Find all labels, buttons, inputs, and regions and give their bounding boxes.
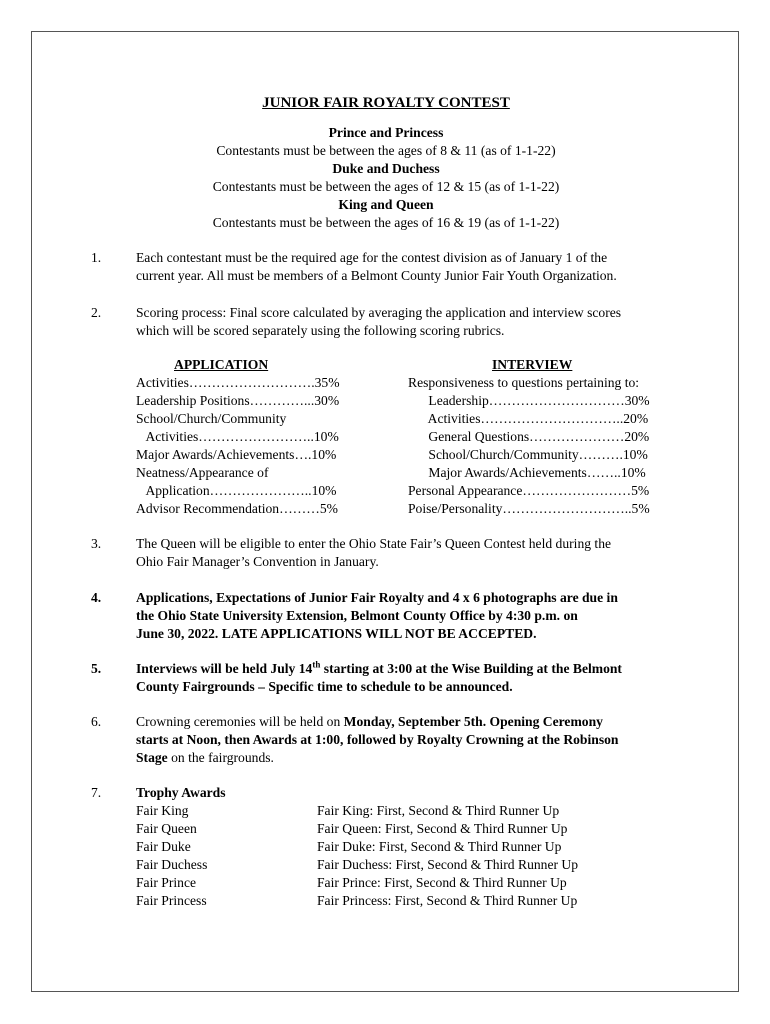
item-6-text [136,713,696,767]
division-rule: Contestants must be between the ages of 12 & 15 (as of 1-1-22) [212,179,560,194]
trophy-awards [317,802,578,910]
trophy-title: Fair Prince [136,875,197,890]
trophy-award: Fair Duchess: First, Second & Third Runner Up [317,857,579,872]
item-text: on the fairgrounds. [167,750,274,765]
trophy-award: Fair Queen: First, Second & Third Runner Up [317,821,568,836]
rubric-line: Leadership…………………………30% [408,393,650,408]
item-4-text [136,589,696,643]
item-number: 2. [91,305,102,320]
rubric-line: Activities……………………..10% [136,429,339,444]
item-2-text [136,304,696,340]
item-line: Ohio Fair Manager’s Convention in January. [136,554,379,569]
trophy-title: Fair Duke [136,839,191,854]
item-number: 1. [91,250,102,265]
item-number: 4. [91,590,102,605]
division-name: King and Queen [338,197,434,212]
item-line: which will be scored separately using the following scoring rubrics. [136,323,505,338]
item-line [136,660,696,678]
trophy-title: Fair Queen [136,821,197,836]
item-number: 6. [91,714,102,729]
rubric-line: Major Awards/Achievements….10% [136,447,337,462]
item-1-text [136,249,696,285]
item-number: 5. [91,661,102,676]
trophy-award: Fair Prince: First, Second & Third Runner Up [317,875,567,890]
rubric-line: Advisor Recommendation………5% [136,501,338,516]
trophy-award: Fair King: First, Second & Third Runner Up [317,803,560,818]
division-rule: Contestants must be between the ages of 8 & 11 (as of 1-1-22) [216,143,556,158]
trophy-title: Fair King [136,803,189,818]
application-heading: APPLICATION [174,357,269,372]
rubric-line: Poise/Personality………………………..5% [408,501,650,516]
trophy-award: Fair Princess: First, Second & Third Runner Up [317,893,578,908]
item-3-text [136,535,696,571]
rubric-line: School/Church/Community……….10% [408,447,648,462]
item-number: 3. [91,536,102,551]
item-line: Applications, Expectations of Junior Fair Royalty and 4 x 6 photographs are due in [136,590,618,605]
item-line: County Fairgrounds – Specific time to schedule to be announced. [136,679,513,694]
rubric-line: Major Awards/Achievements……..10% [408,465,646,480]
ordinal-suffix: th [312,659,321,670]
item-line: The Queen will be eligible to enter the Ohio State Fair’s Queen Contest held during the [136,536,612,551]
trophy-heading: Trophy Awards [136,785,226,800]
rubric-line: School/Church/Community [136,411,287,426]
item-line: the Ohio State University Extension, Belmont County Office by 4:30 p.m. on [136,608,578,623]
item-line: current year. All must be members of a Belmont County Junior Fair Youth Organization. [136,268,617,283]
trophy-titles [136,802,207,910]
trophy-award: Fair Duke: First, Second & Third Runner Up [317,839,562,854]
division-name: Prince and Princess [328,125,444,140]
item-line [136,713,696,731]
rubric-line: Activities…………………………..20% [408,411,649,426]
trophy-title: Fair Princess [136,893,207,908]
rubric-line: Application…………………..10% [136,483,337,498]
item-text: Crowning ceremonies will be held on [136,714,344,729]
rubric-line: Leadership Positions…………...30% [136,393,340,408]
item-text: Interviews will be held July 14 [136,661,313,676]
rubric-line: General Questions…………………20% [408,429,650,444]
item-line: Scoring process: Final score calculated by averaging the application and interview scores [136,305,622,320]
application-rubric [136,356,366,518]
division-name: Duke and Duchess [332,161,440,176]
rubric-line: Activities……………………….35% [136,375,340,390]
division-rule: Contestants must be between the ages of 16 & 19 (as of 1-1-22) [212,215,560,230]
item-text: starting at 3:00 at the Wise Building at the Belmont [320,661,622,676]
rubric-line: Responsiveness to questions pertaining to: [408,375,640,390]
document-page [31,31,739,992]
item-line: starts at Noon, then Awards at 1:00, followed by Royalty Crowning at the Robinson [136,732,619,747]
interview-rubric [408,356,698,518]
item-text-bold: Monday, September 5th. Opening Ceremony [343,714,603,729]
item-line [136,749,696,767]
item-line: June 30, 2022. LATE APPLICATIONS WILL NOT BE ACCEPTED. [136,626,537,641]
document-title: JUNIOR FAIR ROYALTY CONTEST [262,95,510,111]
item-text-bold: Stage [136,750,168,765]
rubric-line: Personal Appearance……………………5% [408,483,650,498]
item-line: Each contestant must be the required age for the contest division as of January 1 of the [136,250,608,265]
rubric-line: Neatness/Appearance of [136,465,269,480]
item-number: 7. [91,785,102,800]
interview-heading: INTERVIEW [492,357,573,372]
item-5-text [136,660,696,696]
trophy-title: Fair Duchess [136,857,208,872]
